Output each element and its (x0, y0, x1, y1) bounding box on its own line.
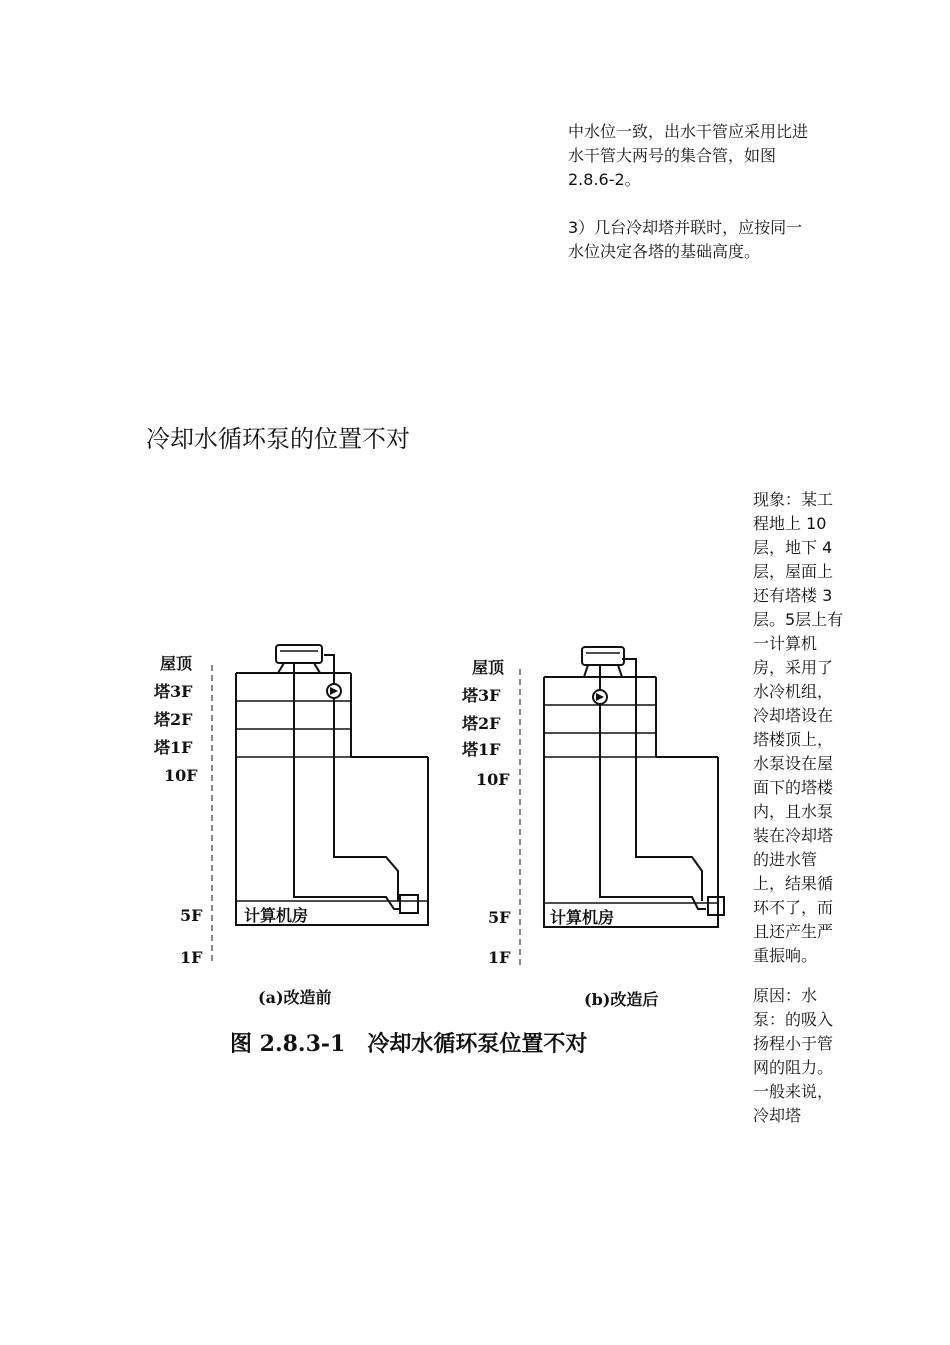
a-label-5f: 5F (180, 906, 203, 925)
a-label-tower3f: 塔3F (154, 682, 193, 701)
a-label-tower1f: 塔1F (154, 738, 193, 757)
diagram-a-pump-icon (327, 684, 341, 698)
b-label-tower2f: 塔2F (462, 714, 501, 733)
diagram-a-piping (294, 655, 418, 913)
a-label-tower2f: 塔2F (154, 710, 193, 729)
b-label-roof: 屋顶 (472, 658, 505, 677)
b-label-tower1f: 塔1F (462, 740, 501, 759)
top-text-column (568, 120, 808, 264)
diagram-b-pump-icon (593, 690, 607, 704)
subcaption-a: (a)改造前 (258, 988, 332, 1007)
side-text-column (753, 488, 845, 1144)
a-room-label: 计算机房 (244, 906, 309, 925)
a-label-1f: 1F (180, 948, 203, 967)
pump-position-figure (146, 625, 726, 1070)
diagram-b-piping (600, 659, 724, 915)
b-label-10f: 10F (476, 770, 510, 789)
b-room-label: 计算机房 (550, 908, 615, 927)
a-label-roof: 屋顶 (160, 654, 193, 673)
b-label-1f: 1F (488, 948, 511, 967)
paragraph-water-level: 中水位一致，出水干管应采用比进水干管大两号的集合管，如图 2.8.6-2。 (568, 122, 809, 189)
figure-caption: 图 2.8.3-1 冷却水循环泵位置不对 (230, 1031, 588, 1057)
figure-drawing (146, 625, 726, 1070)
subcaption-b: (b)改造后 (584, 990, 659, 1009)
paragraph-cause: 原因：水泵：的吸入扬程小于管网的阻力。一般来说，冷却塔 (753, 986, 834, 1125)
section-heading: 冷却水循环泵的位置不对 (146, 425, 410, 453)
paragraph-parallel-towers: 3）几台冷却塔并联时，应按同一水位决定各塔的基础高度。 (568, 218, 803, 261)
diagram-a-cooling-tower-icon (276, 645, 322, 673)
diagram-b-cooling-tower-icon (582, 647, 624, 677)
b-label-tower3f: 塔3F (462, 686, 501, 705)
a-label-10f: 10F (164, 766, 198, 785)
b-label-5f: 5F (488, 908, 511, 927)
paragraph-phenomenon: 现象：某工程地上 10 层，地下 4 层，屋面上还有塔楼 3 层。5层上有一计算机房，采用了水冷机组，冷却塔设在塔楼顶上，水泵设在屋面下的塔楼内，且水泵装在冷却塔的进水管上，结果循环不了，而且还产生严重振响。 (753, 490, 844, 965)
